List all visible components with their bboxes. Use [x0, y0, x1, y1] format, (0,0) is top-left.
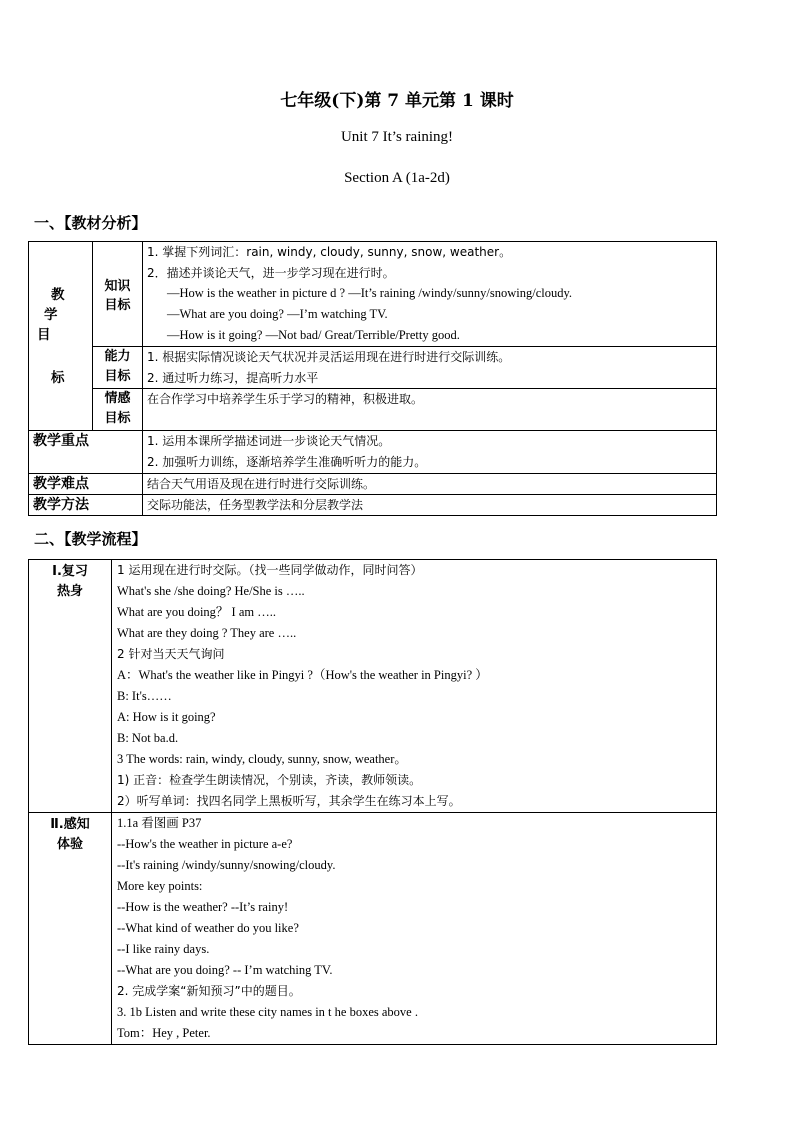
stage2-line-4: More key points:	[117, 879, 203, 893]
ability-label-2: 目标	[104, 369, 131, 384]
difficulty-line-1: 结合天气用语及现在进行时进行交际训练。	[147, 476, 376, 491]
stage2-line-6: --What kind of weather do you like?	[117, 921, 299, 935]
difficulty-label-cell	[29, 473, 143, 494]
stage2-line-7: --I like rainy days.	[117, 942, 210, 956]
unit-title: Unit 7 It’s raining!	[340, 129, 454, 145]
stage1-label-1: Ⅰ.复习	[52, 564, 88, 579]
method-content-cell	[143, 494, 717, 515]
key-points-line-2: 2. 加强听力训练，逐渐培养学生准确听听力的能力。	[147, 455, 427, 470]
section-heading-process: 二、【教学流程】	[34, 530, 147, 548]
ability-line-1: 1. 根据实际情况谈论天气状况并灵活运用现在进行时进行交际训练。	[147, 350, 511, 364]
stage1-line-11: 1) 正音：检查学生朗读情况，个别读，齐读，教师领读。	[117, 773, 422, 787]
stage1-label-2: 热身	[56, 584, 83, 599]
key-points-content-cell	[143, 431, 717, 473]
stage1-content-cell	[112, 560, 717, 813]
ability-line-2: 2. 通过听力练习，提高听力水平	[147, 370, 319, 385]
stage1-line-4: What are they doing ? They are …..	[117, 626, 297, 640]
stage2-line-9: 2. 完成学案“新知预习”中的题目。	[117, 984, 301, 998]
stage2-line-3: --It's raining /windy/sunny/snowing/cloudy.	[117, 858, 336, 872]
stage2-line-1: 1.1a 看图画 P37	[117, 816, 202, 830]
process-table	[28, 559, 717, 1045]
difficulty-content-cell	[143, 473, 717, 494]
objectives-label-cell	[29, 242, 93, 431]
ability-label-1: 能力	[104, 349, 131, 364]
ability-content-cell	[143, 347, 717, 389]
objectives-label-3: 目	[37, 327, 51, 343]
difficulty-label: 教学难点	[33, 475, 89, 492]
stage1-line-10: 3 The words: rain, windy, cloudy, sunny, snow, weather。	[117, 752, 407, 766]
stage2-label-1: Ⅱ.感知	[50, 817, 90, 832]
knowledge-label-cell	[93, 242, 143, 347]
ability-label-cell	[93, 347, 143, 389]
knowledge-label-2: 目标	[104, 298, 131, 313]
key-points-line-1: 1. 运用本课所学描述词进一步谈论天气情况。	[147, 434, 391, 449]
stage1-line-8: A: How is it going?	[117, 710, 216, 724]
stage2-label-cell	[29, 813, 112, 1045]
knowledge-content-cell	[143, 242, 717, 347]
knowledge-line-2: 2．描述并谈论天气，进一步学习现在进行时。	[147, 265, 395, 280]
knowledge-line-1: 1. 掌握下列词汇：rain, windy, cloudy, sunny, snow, weather。	[147, 245, 512, 259]
emotion-label-2: 目标	[104, 411, 131, 427]
stage2-line-8: --What are you doing? -- I’m watching TV.	[117, 963, 333, 977]
stage2-line-5: --How is the weather? --It’s rainy!	[117, 900, 289, 914]
stage1-line-6: A：What's the weather like in Pingyi ?（How's the weather in Pingyi? ）	[117, 668, 488, 682]
objectives-label-1: 教	[51, 287, 65, 303]
method-label: 教学方法	[33, 496, 89, 513]
knowledge-line-5: —How is it going? —Not bad/ Great/Terrible/Pretty good.	[167, 327, 460, 342]
objectives-label-4: 标	[51, 370, 65, 386]
section-title: Section A (1a-2d)	[344, 170, 450, 186]
knowledge-label-1: 知识	[104, 279, 131, 294]
document-title: 七年级(下)第 7 单元第 1 课时	[280, 91, 514, 111]
emotion-label-1: 情感	[104, 391, 131, 407]
stage2-line-11: Tom：Hey , Peter.	[117, 1026, 211, 1040]
stage1-line-2: What's she /she doing? He/She is …..	[117, 584, 305, 598]
knowledge-line-4: —What are you doing? —I’m watching TV.	[167, 307, 388, 322]
key-points-label-cell	[29, 431, 143, 473]
section-heading-analysis: 一、【教材分析】	[34, 214, 147, 232]
emotion-content-cell	[143, 389, 717, 431]
stage2-line-10: 3. 1b Listen and write these city names in t he boxes above .	[117, 1005, 418, 1019]
stage1-line-12: 2）听写单词：找四名同学上黑板听写，其余学生在练习本上写。	[117, 794, 461, 808]
stage1-label-cell	[29, 560, 112, 813]
key-points-label: 教学重点	[33, 433, 89, 450]
objectives-label-2: 学	[44, 307, 58, 323]
stage1-line-3: What are you doing？ I am …..	[117, 605, 276, 619]
stage2-label-2: 体验	[56, 837, 83, 852]
stage2-line-2: --How's the weather in picture a-e?	[117, 837, 293, 851]
method-label-cell	[29, 494, 143, 515]
analysis-table	[28, 241, 717, 516]
method-line-1: 交际功能法，任务型教学法和分层教学法	[147, 497, 364, 512]
knowledge-line-3: —How is the weather in picture d ? —It’s raining /windy/sunny/snowing/cloudy.	[167, 286, 573, 301]
stage2-content-cell	[112, 813, 717, 1045]
stage1-line-9: B: Not ba.d.	[117, 731, 179, 745]
stage1-line-1: 1 运用现在进行时交际。（找一些同学做动作，同时问答）	[117, 563, 423, 577]
emotion-line-1: 在合作学习中培养学生乐于学习的精神，积极进取。	[147, 392, 424, 407]
stage1-line-5: 2 针对当天天气询问	[117, 647, 225, 661]
emotion-label-cell	[93, 389, 143, 431]
stage1-line-7: B: It's……	[117, 689, 172, 703]
